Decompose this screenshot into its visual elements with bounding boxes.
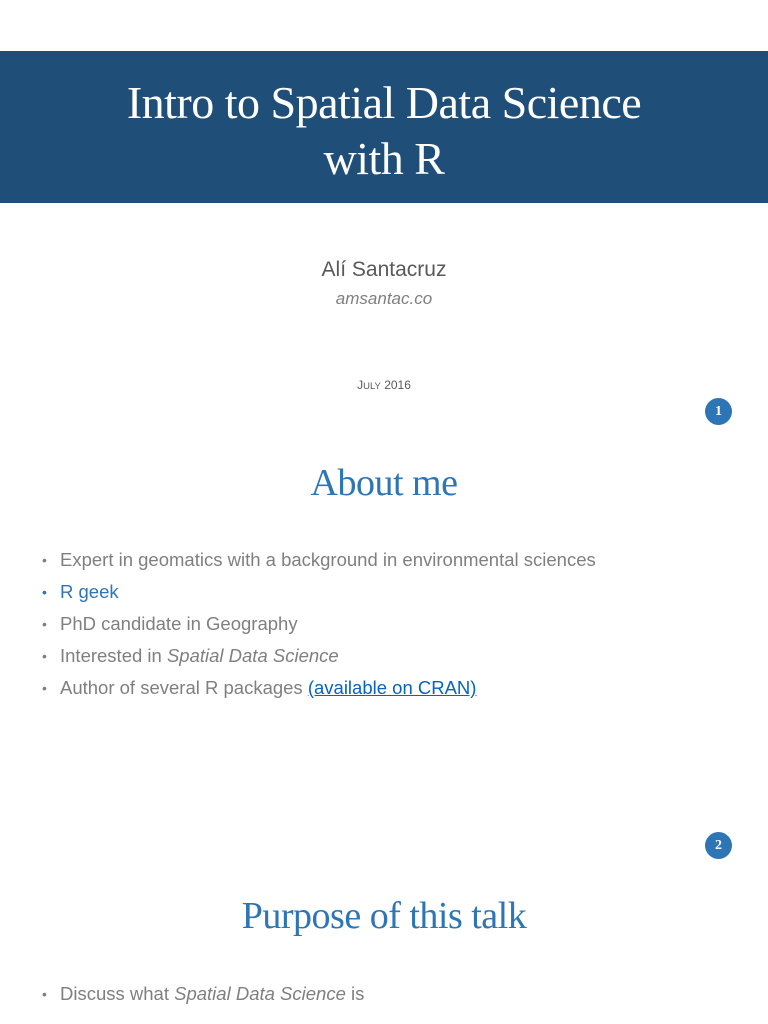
bullet-text: Interested in [60,645,167,666]
list-item [38,642,738,674]
about-me-list [38,546,738,706]
date-year: 2016 [384,378,411,392]
bullet-dot-icon: • [42,616,47,632]
author-website: amsantac.co [335,289,433,308]
bullet-text: Expert in geomatics with a background in environmental sciences [60,549,596,570]
list-item [38,674,738,706]
bullet-italic-text: Spatial Data Science [166,645,339,666]
bullet-text: Author of several R packages [60,677,308,698]
bullet-text-suffix: is [345,983,365,1004]
bullet-italic-text: Spatial Data Science [174,983,346,1004]
about-me-heading: About me [310,462,458,504]
bullet-dot-icon: • [42,552,47,568]
purpose-heading: Purpose of this talk [241,895,527,937]
list-item [38,610,738,642]
title-line-1: Intro to Spatial Data Science [126,77,642,128]
cran-link[interactable]: (available on CRAN) [307,677,477,698]
list-item [38,980,738,1012]
list-item [38,578,738,610]
page-number-badge-1: 1 [705,398,732,425]
purpose-list [38,980,738,1012]
bullet-dot-icon: • [42,986,47,1002]
title-banner [0,51,768,203]
bullet-text: Discuss what [60,983,175,1004]
bullet-text: R geek [60,581,119,602]
bullet-dot-icon: • [42,648,47,664]
title-line-2: with R [323,133,445,184]
presentation-date [0,377,768,395]
bullet-dot-icon: • [42,680,47,696]
bullet-dot-icon: • [42,584,47,600]
date-month-rest: ULY [363,381,381,392]
bullet-text: PhD candidate in Geography [60,613,298,634]
page-number-badge-2: 2 [705,832,732,859]
author-name: Alí Santacruz [321,258,447,281]
list-item [38,546,738,578]
date-month-initial: J [357,378,364,392]
